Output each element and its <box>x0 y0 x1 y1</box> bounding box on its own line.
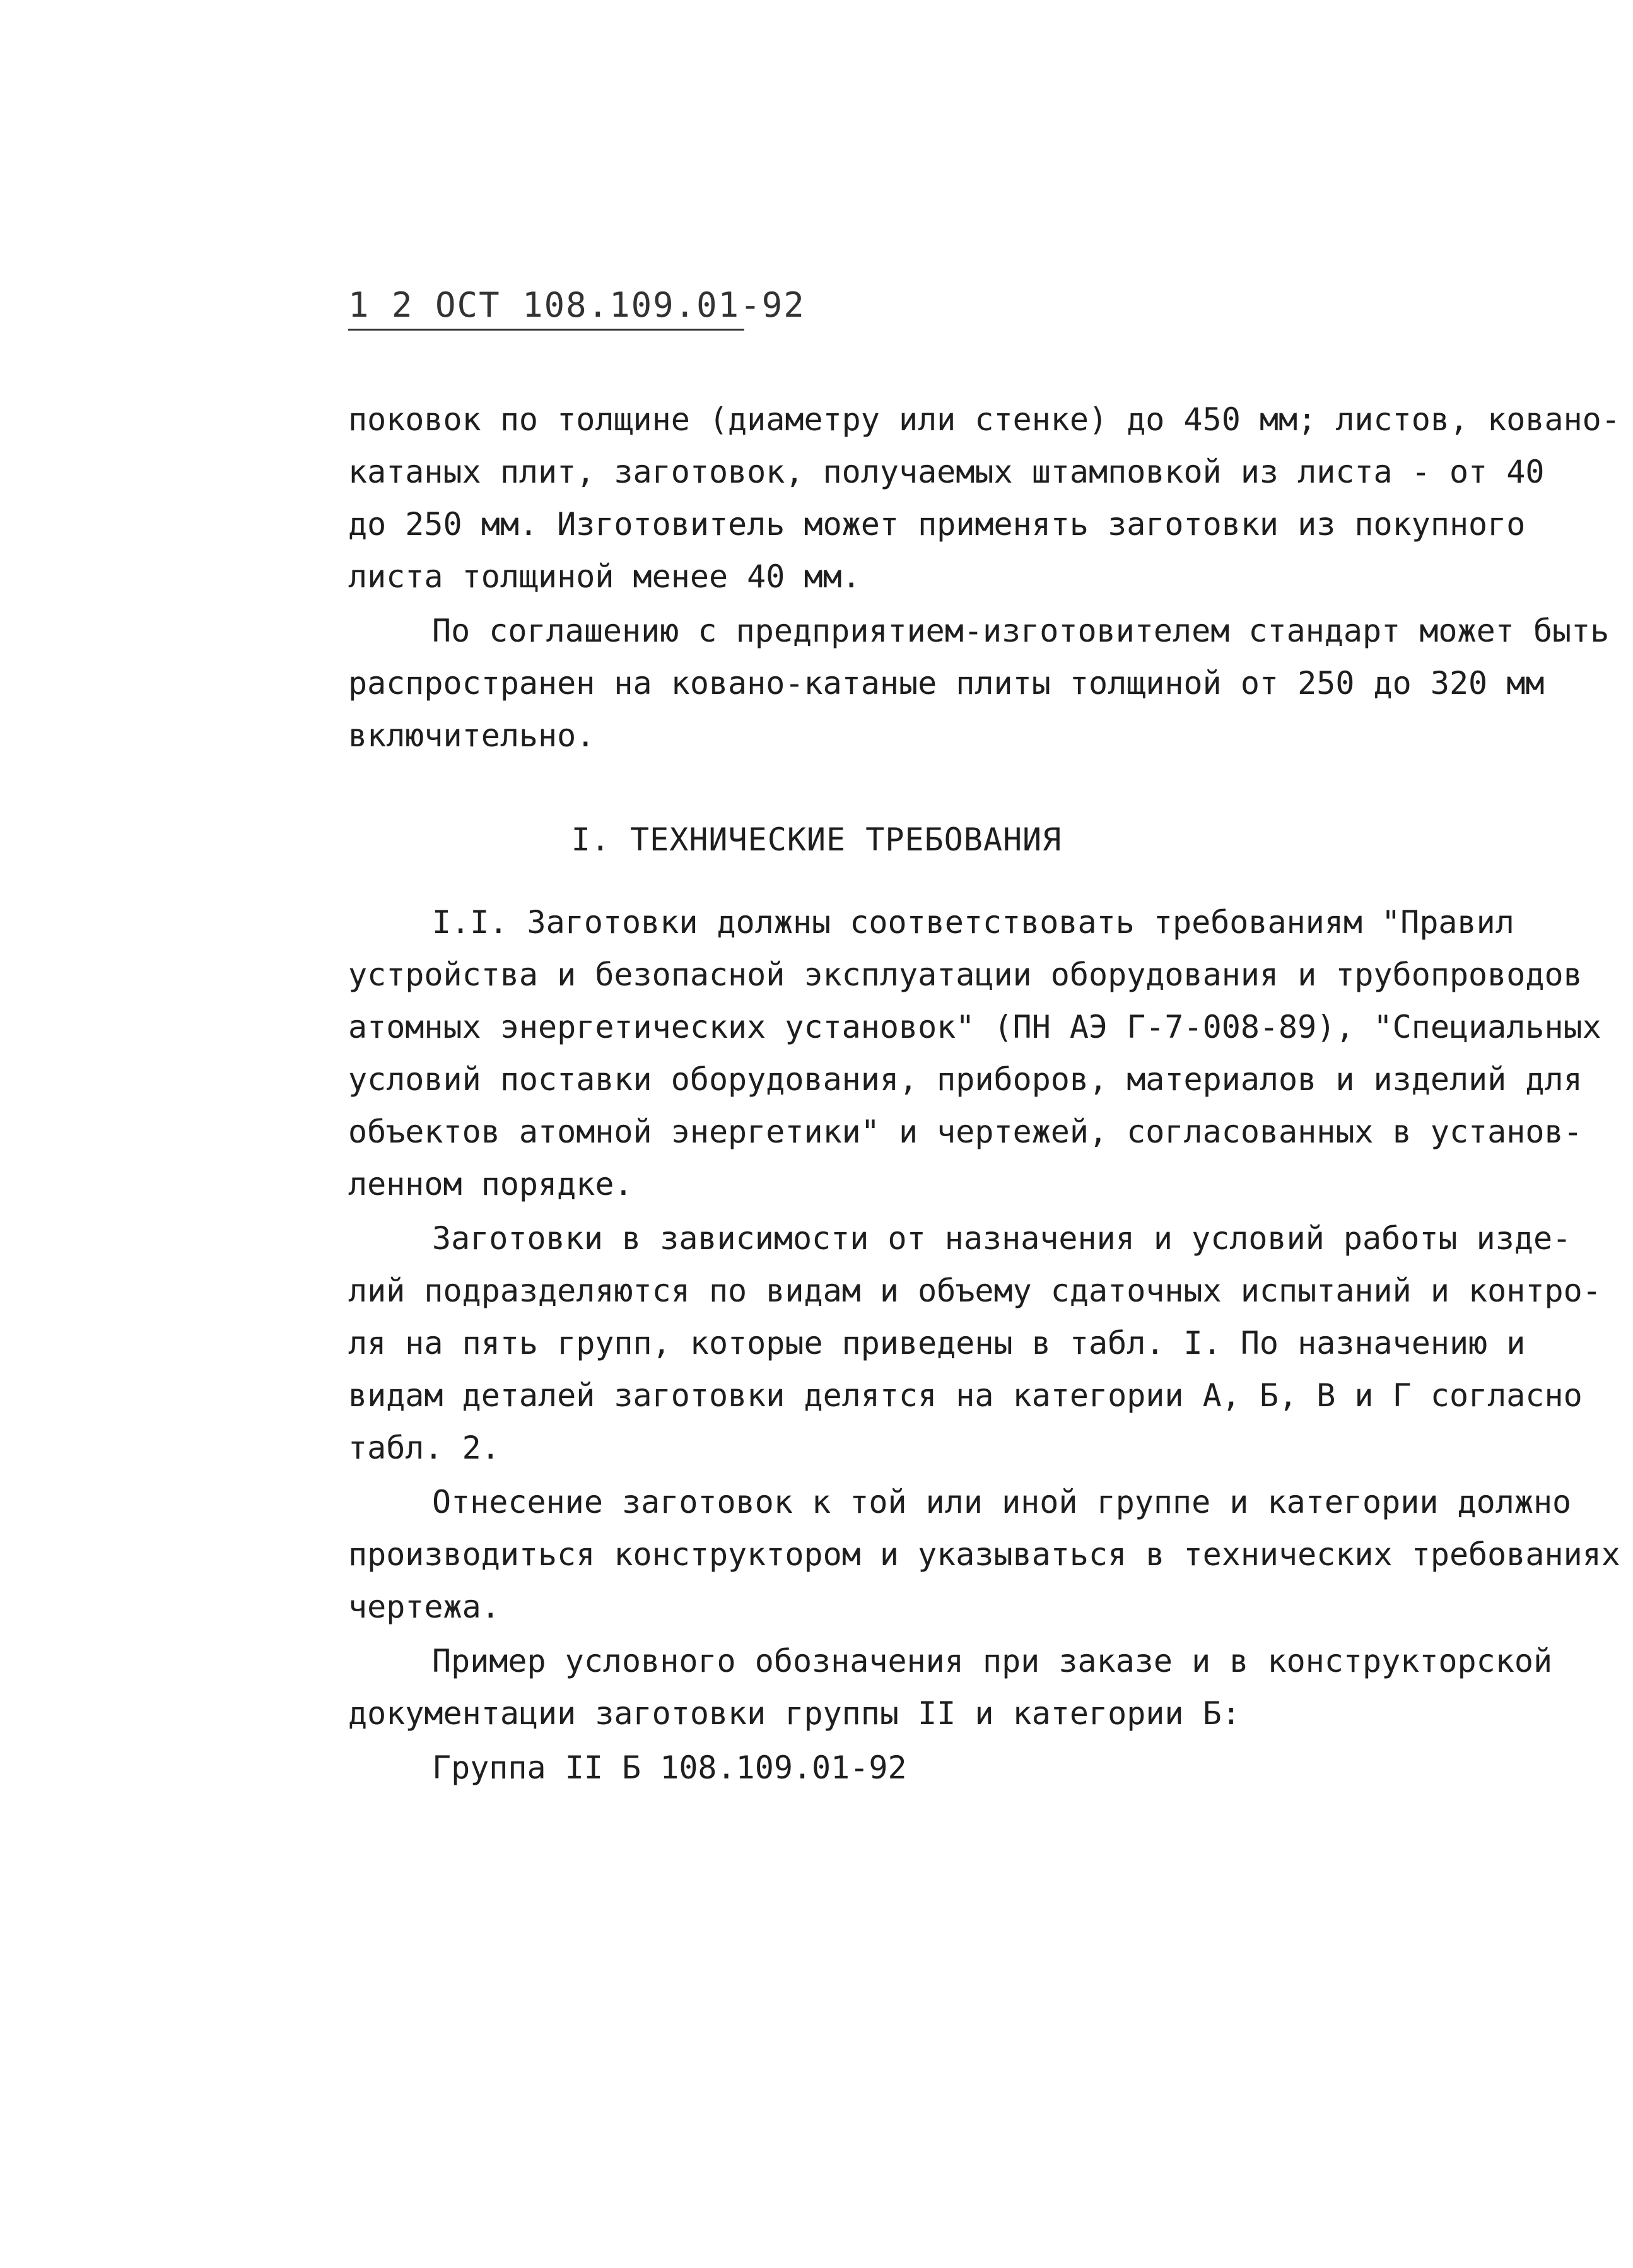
text-line: документации заготовки группы II и категории Б: <box>348 1695 1241 1732</box>
text-line: до 250 мм. Изготовитель может применять заготовки из покупного <box>348 506 1526 543</box>
text-line: катаных плит, заготовок, получаемых штамповкой из листа - от 40 <box>348 454 1545 490</box>
text-line: атомных энергетических установок" (ПН АЭ Г-7-008-89), "Специальных <box>348 1009 1601 1045</box>
document-code-header: 1 2 ОСТ 108.109.01-92 <box>348 285 744 331</box>
text-line: I.I. Заготовки должны соответствовать требованиям "Правил <box>432 904 1514 941</box>
text-line: поковок по толщине (диаметру или стенке) до 450 мм; листов, ковано- <box>348 401 1620 438</box>
text-line: Пример условного обозначения при заказе и в конструкторской <box>432 1643 1553 1679</box>
section-heading: I. ТЕХНИЧЕСКИЕ ТРЕБОВАНИЯ <box>571 821 1062 858</box>
text-line: устройства и безопасной эксплуатации оборудования и трубопроводов <box>348 956 1583 993</box>
text-line: включительно. <box>348 717 595 754</box>
text-line: условий поставки оборудования, приборов, материалов и изделий для <box>348 1061 1583 1098</box>
text-line: По соглашению с предприятием-изготовителем стандарт может быть <box>432 613 1610 649</box>
text-line: видам деталей заготовки делятся на категории А, Б, В и Г согласно <box>348 1377 1583 1414</box>
text-line: лий подразделяются по видам и объему сдаточных испытаний и контро- <box>348 1272 1601 1309</box>
text-line: распространен на ковано-катаные плиты толщиной от 250 до 320 мм <box>348 665 1545 702</box>
text-line: ля на пять групп, которые приведены в табл. I. По назначению и <box>348 1325 1526 1361</box>
text-line: объектов атомной энергетики" и чертежей, согласованных в установ- <box>348 1113 1583 1150</box>
designation-example: Группа II Б 108.109.01-92 <box>432 1749 907 1786</box>
text-line: табл. 2. <box>348 1430 500 1466</box>
text-line: чертежа. <box>348 1589 500 1625</box>
text-line: Заготовки в зависимости от назначения и условий работы изде- <box>432 1220 1572 1257</box>
text-line: ленном порядке. <box>348 1166 633 1202</box>
text-line: Отнесение заготовок к той или иной группе и категории должно <box>432 1484 1572 1520</box>
text-line: производиться конструктором и указываться в технических требованиях <box>348 1536 1620 1573</box>
text-line: листа толщиной менее 40 мм. <box>348 558 861 595</box>
